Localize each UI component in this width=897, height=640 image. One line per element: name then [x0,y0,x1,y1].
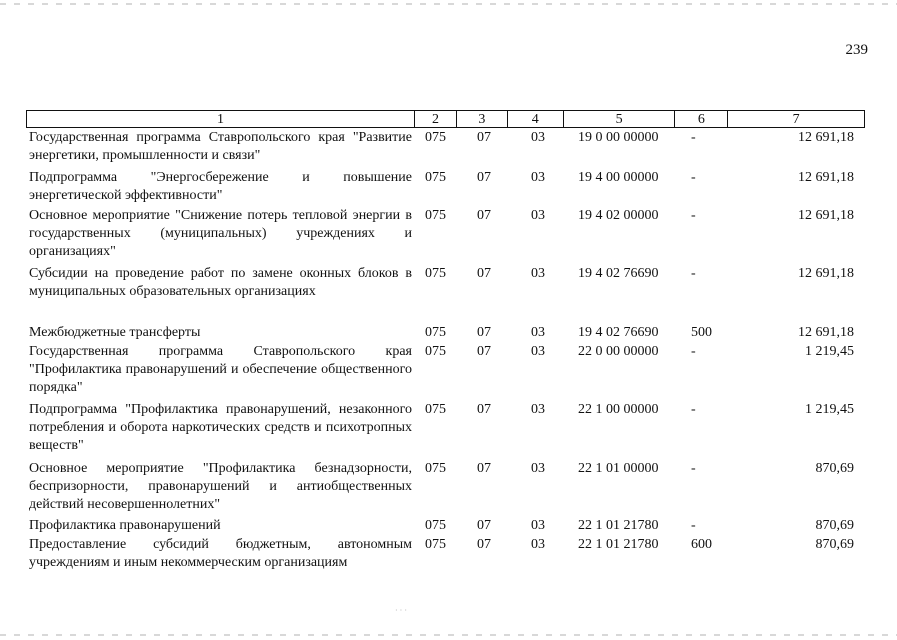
row-col-5: 19 4 02 76690 [578,325,659,340]
page-number: 239 [845,42,868,58]
header-col-3: 3 [456,111,507,127]
row-col-3: 07 [477,344,491,359]
header-col-6: 6 [674,111,727,127]
row-col-5: 22 1 01 00000 [578,461,659,476]
row-col-2: 075 [425,402,446,417]
row-col-7: 870,69 [815,537,854,552]
row-name: Государственная программа Ставропольского края "Развитие энергетики, промышленности и связи" [29,130,412,163]
row-name: Межбюджетные трансферты [29,325,201,340]
row-col-7: 12 691,18 [798,325,854,340]
row-col-5: 19 4 02 00000 [578,208,659,223]
row-col-4: 03 [531,170,545,185]
header-col-7: 7 [727,111,864,127]
row-col-6: - [691,266,696,281]
row-name: Основное мероприятие "Снижение потерь тепловой энергии в государственных (муниципальных) учреждениях и организациях" [29,208,412,259]
row-col-5: 22 0 00 00000 [578,344,659,359]
row-name: Профилактика правонарушений [29,518,221,533]
header-col-5: 5 [563,111,675,127]
row-col-5: 22 1 01 21780 [578,537,659,552]
row-col-6: 500 [691,325,712,340]
row-col-7: 870,69 [815,518,854,533]
row-name: Предоставление субсидий бюджетным, автономным учреждениям и иным некоммерческим организациям [29,537,412,570]
row-col-3: 07 [477,266,491,281]
row-col-5: 22 1 01 21780 [578,518,659,533]
row-col-6: - [691,518,696,533]
row-col-3: 07 [477,208,491,223]
row-col-2: 075 [425,130,446,145]
budget-table [26,110,865,570]
row-col-5: 19 0 00 00000 [578,130,659,145]
row-col-7: 12 691,18 [798,130,854,145]
row-name: Подпрограмма "Энергосбережение и повышение энергетической эффективности" [29,170,412,203]
row-col-4: 03 [531,325,545,340]
row-col-6: - [691,130,696,145]
scan-edge-bottom [0,634,897,636]
row-col-2: 075 [425,518,446,533]
row-col-2: 075 [425,170,446,185]
row-col-2: 075 [425,537,446,552]
row-col-7: 870,69 [815,461,854,476]
row-col-4: 03 [531,208,545,223]
header-col-4: 4 [507,111,563,127]
row-col-6: - [691,461,696,476]
table-header [26,110,865,128]
header-col-1: 1 [217,112,225,127]
row-col-4: 03 [531,518,545,533]
row-col-3: 07 [477,325,491,340]
scan-edge-top [0,3,897,5]
row-col-2: 075 [425,208,446,223]
row-col-4: 03 [531,266,545,281]
row-col-3: 07 [477,537,491,552]
row-col-6: - [691,402,696,417]
row-col-7: 1 219,45 [805,402,854,417]
scan-smudge: · · · [395,606,407,615]
row-col-2: 075 [425,266,446,281]
row-col-2: 075 [425,325,446,340]
row-col-2: 075 [425,461,446,476]
row-col-3: 07 [477,402,491,417]
row-col-6: - [691,170,696,185]
row-col-4: 03 [531,130,545,145]
row-col-5: 22 1 00 00000 [578,402,659,417]
row-col-4: 03 [531,461,545,476]
row-col-7: 12 691,18 [798,208,854,223]
row-col-5: 19 4 00 00000 [578,170,659,185]
row-col-5: 19 4 02 76690 [578,266,659,281]
row-col-6: 600 [691,537,712,552]
row-col-7: 12 691,18 [798,170,854,185]
row-col-6: - [691,344,696,359]
row-name: Государственная программа Ставропольского края "Профилактика правонарушений и обеспечение общественного порядка" [29,344,412,395]
row-col-4: 03 [531,402,545,417]
row-name: Подпрограмма "Профилактика правонарушений, незаконного потребления и оборота наркотических средств и психотропных веществ" [29,402,412,453]
row-col-4: 03 [531,344,545,359]
row-name: Субсидии на проведение работ по замене оконных блоков в муниципальных образовательных организациях [29,266,412,299]
row-col-3: 07 [477,170,491,185]
row-col-7: 12 691,18 [798,266,854,281]
row-col-6: - [691,208,696,223]
row-col-3: 07 [477,518,491,533]
header-col-2: 2 [414,111,456,127]
row-col-3: 07 [477,130,491,145]
row-col-7: 1 219,45 [805,344,854,359]
row-name: Основное мероприятие "Профилактика безнадзорности, беспризорности, правонарушений и антиобщественных действий несовершеннолетних" [29,461,412,512]
row-col-3: 07 [477,461,491,476]
row-col-2: 075 [425,344,446,359]
row-col-4: 03 [531,537,545,552]
